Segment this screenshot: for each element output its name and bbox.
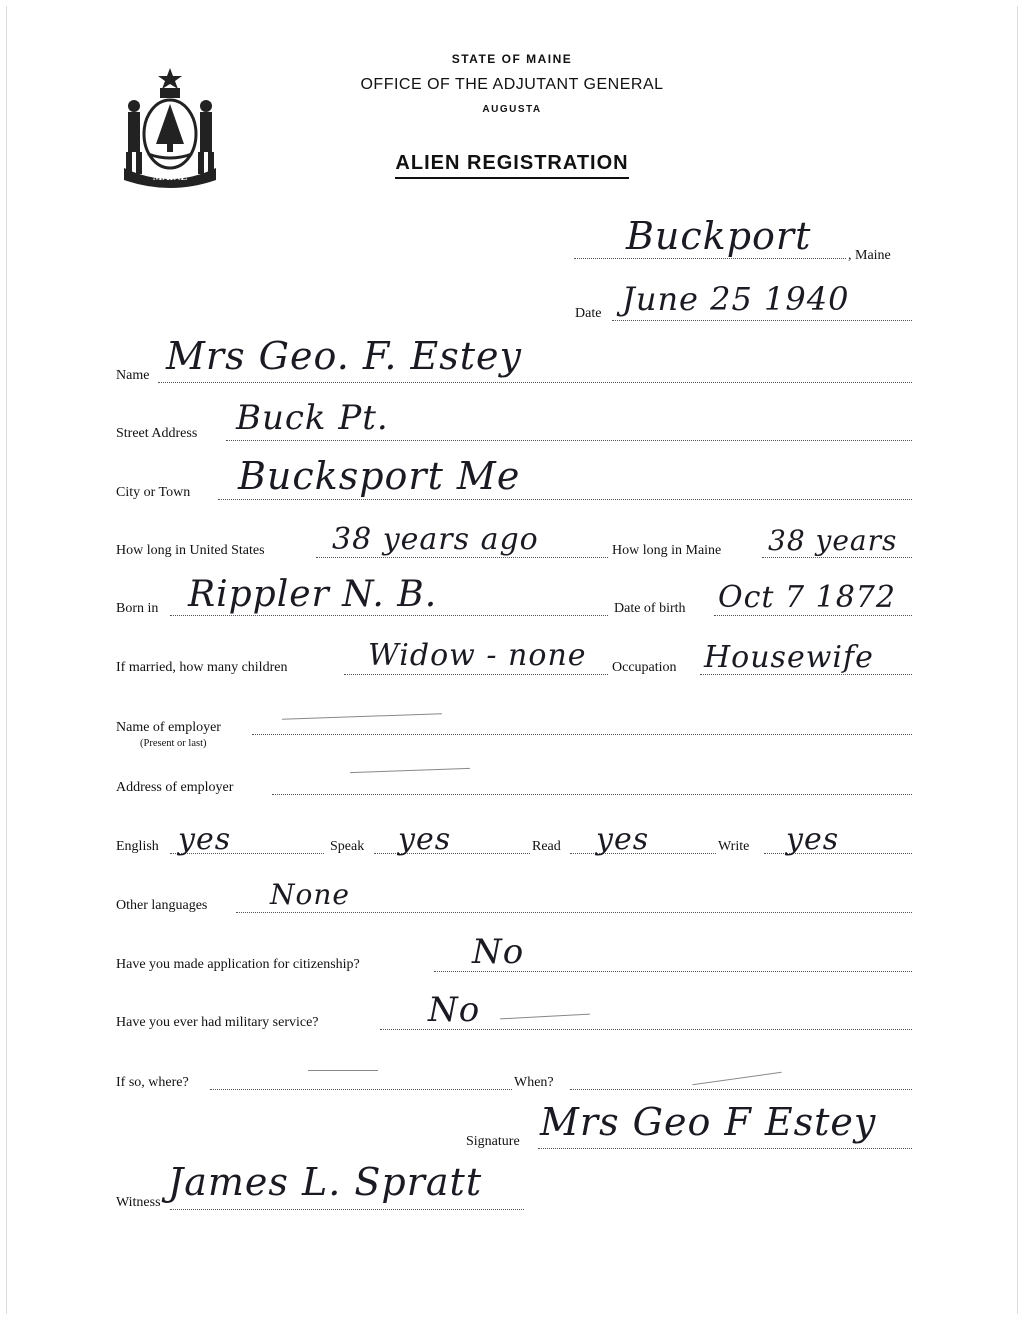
other-languages-line: [236, 912, 912, 913]
english-value: yes: [178, 822, 232, 857]
occupation-label: Occupation: [612, 660, 677, 675]
witness-line: [170, 1209, 524, 1210]
city-label: City or Town: [116, 485, 191, 500]
signature-label: Signature: [466, 1134, 520, 1149]
citizenship-value: No: [472, 932, 525, 972]
where-dash: [308, 1070, 378, 1071]
employer-address-label: Address of employer: [116, 780, 234, 795]
employer-line: [252, 734, 912, 735]
read-label: Read: [532, 839, 561, 854]
witness-value: James L. Spratt: [168, 1160, 483, 1204]
speak-label: Speak: [330, 839, 365, 854]
header-state: STATE OF MAINE: [451, 52, 573, 66]
date-label: Date: [575, 306, 602, 321]
children-line: [344, 674, 608, 675]
how-long-maine-value: 38 years: [768, 524, 898, 557]
town-line: [574, 258, 846, 259]
when-line: [570, 1089, 912, 1090]
dob-line: [714, 615, 912, 616]
employer-address-line: [272, 794, 912, 795]
how-long-us-line: [316, 557, 608, 558]
where-label: If so, where?: [116, 1075, 189, 1090]
speak-value: yes: [398, 822, 452, 857]
employer-label: Name of employer: [116, 720, 221, 735]
citizenship-label: Have you made application for citizenship?: [116, 957, 360, 972]
dob-value: Oct 7 1872: [718, 580, 896, 615]
born-in-value: Rippler N. B.: [188, 574, 438, 615]
signature-line: [538, 1148, 912, 1149]
military-value: No: [428, 990, 481, 1030]
english-label: English: [116, 839, 159, 854]
city-line: [218, 499, 912, 500]
born-in-label: Born in: [116, 601, 159, 616]
how-long-us-label: How long in United States: [116, 543, 265, 558]
witness-label: Witness: [116, 1195, 161, 1210]
maine-label: , Maine: [848, 248, 891, 263]
town-value: Buckport: [626, 214, 812, 258]
how-long-us-value: 38 years ago: [332, 522, 539, 557]
name-line: [158, 382, 912, 383]
header-city: AUGUSTA: [482, 104, 542, 115]
dob-label: Date of birth: [614, 601, 686, 616]
read-value: yes: [596, 822, 650, 857]
employer-sublabel: (Present or last): [140, 738, 207, 749]
street-line: [226, 440, 912, 441]
name-label: Name: [116, 368, 150, 383]
military-label: Have you ever had military service?: [116, 1015, 319, 1030]
other-languages-value: None: [270, 878, 350, 911]
write-label: Write: [718, 839, 750, 854]
children-value: Widow - none: [368, 638, 587, 673]
name-value: Mrs Geo. F. Estey: [166, 334, 522, 378]
form-title-text: ALIEN REGISTRATION: [395, 152, 628, 179]
how-long-maine-line: [762, 557, 912, 558]
seal-banner-text: MAINE: [152, 172, 188, 183]
born-in-line: [170, 615, 608, 616]
date-value: June 25 1940: [622, 280, 850, 318]
street-label: Street Address: [116, 426, 198, 441]
form-title: [0, 152, 1024, 175]
when-label: When?: [514, 1075, 554, 1090]
occupation-value: Housewife: [704, 640, 874, 675]
header-office: OFFICE OF THE ADJUTANT GENERAL: [360, 76, 664, 93]
signature-value: Mrs Geo F Estey: [540, 1100, 877, 1144]
write-value: yes: [786, 822, 840, 857]
where-line: [210, 1089, 512, 1090]
how-long-maine-label: How long in Maine: [612, 543, 722, 558]
date-line: [612, 320, 912, 321]
children-label: If married, how many children: [116, 660, 288, 675]
street-value: Buck Pt.: [236, 398, 389, 438]
other-languages-label: Other languages: [116, 898, 208, 913]
city-value: Bucksport Me: [238, 454, 521, 498]
